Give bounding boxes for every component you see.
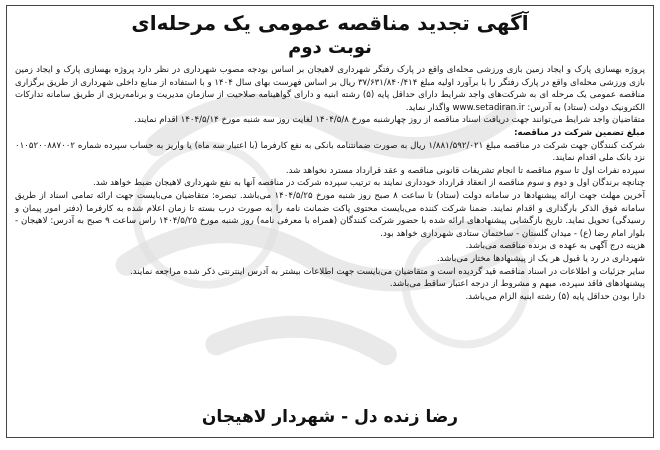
paragraph-deadline: آخرین مهلت جهت ارائه پیشنهادها در سامانه دولت (ستاد) تا ساعت ۸ صبح روز شنبه مورخ ۱۴۰۴/۵/۲۵ می‌باشد. تبصره: متقاضیان می‌بایست جهت ارائه تمامی اسناد از طریق سامانه فوق الذکر بارگذاری و اقدام نمایند. ضمنا شرکت کننده می‌بایست محتوی پاکت ضمانت نامه را به صورت درب بسته تا زمان اعلام شده به کارفرما (دفتر امور پیمان و رسیدگی) تحویل نماید. تاریخ بازگشایی پیشنهادهای ارائه شده با حضور شرکت کنندگان (همراه با معرفی نامه) روز شنبه مورخ ۱۴۰۴/۵/۲۵ راس ساعت ۹ صبح به آدرس: لاهیجان - بلوار امام رضا (ع) - میدان گلستان - ساختمان ستادی شهرداری خواهد بود. (15, 190, 646, 239)
paragraph-guarantee-heading: مبلغ تضمین شرکت در مناقصه: (514, 127, 645, 138)
paragraph-details: سایر جزئیات و اطلاعات در اسناد مناقصه قید گردیده است و متقاضیان می‌بایست جهت اطلاعات بیشتر به آدرس اینترنتی ذکر شده مراجعه نمایند. (130, 266, 645, 277)
paragraph-ad-cost: هزینه درج آگهی به عهده ی برنده مناقصه می‌باشد. (465, 241, 645, 252)
paragraph-rights: شهرداری در رد یا قبول هر یک از پیشنهادها مختار می‌باشد. (436, 253, 645, 264)
paragraph-invalid-bids: پیشنهادهای فاقد سپرده، مبهم و مشروط از درجه اعتبار ساقط می‌باشد. (389, 279, 645, 290)
paragraph-document-dates: متقاضیان واجد شرایط می‌توانند جهت دریافت اسناد مناقصه از روز چهارشنبه مورخ ۱۴۰۴/۵/۸ لغایت روز سه شنبه مورخ ۱۴۰۴/۵/۱۴ اقدام نمایند. (134, 115, 645, 126)
notice-subtitle: نوبت دوم (288, 37, 372, 58)
paragraph-deposit-return: سپرده نفرات اول تا سوم مناقصه تا انجام تشریفات قانونی مناقصه و عقد قرارداد مسترد نخواهد شد. (285, 165, 645, 176)
notice-body (7, 64, 653, 303)
paragraph-project: پروژه بهسازی پارک و ایجاد زمین بازی ورزشی محله‌ای واقع در پارک رفتگر شهرداری لاهیجان بر اساس بودجه مصوب شهرداری در نظر دارد پروژه بهسازی پارک و ایجاد زمین بازی ورزشی محله‌ای واقع در پارک رفتگر را با برآورد اولیه مبلغ ۳۷/۶۳۱/۸۴۰/۴۱۴ ریال بر اساس فهرست بهای سال ۱۴۰۴ و با استفاده از منابع داخلی شهرداری از طریق برگزاری مناقصه عمومی یک مرحله ای به شرکت‌های واجد شرایط دارای حداقل پایه (۵) رشته ابنیه و دارای گواهینامه صلاحیت از سازمان مدیریت و برنامه‌ریزی از طریق سامانه تدارکات الکترونیک دولت (ستاد) به آدرس: www.setadiran.ir واگذار نماید. (15, 65, 645, 113)
paragraph-grade-requirement: دارا بودن حداقل پایه (۵) رشته ابنیه الزام می‌باشد. (465, 291, 645, 302)
paragraph-forfeit: چنانچه برندگان اول و دوم و سوم مناقصه از انعقاد قرارداد خودداری نمایند به ترتیب سپرده شرکت در مناقصه آنها به نفع شهرداری لاهیجان ضبط خواهد شد. (93, 178, 645, 189)
notice-title: آگهی تجدید مناقصه عمومی یک مرحله‌ای (131, 11, 529, 35)
paragraph-guarantee-amount: شرکت کنندگان جهت شرکت در مناقصه مبلغ ۱/۸۸۱/۵۹۲/۰۲۱ ریال به صورت ضمانتنامه بانکی به نفع کارفرما (با اعتبار سه ماه) یا واریز به حساب سپرده شماره ۰۱۰۵۲۰۰۸۸۷۰۰۲ نزد بانک ملی اقدام نمایند. (15, 140, 645, 164)
mayor-signature: رضا زنده دل - شهردار لاهیجان (201, 407, 459, 427)
advertisement-notice (6, 5, 654, 438)
